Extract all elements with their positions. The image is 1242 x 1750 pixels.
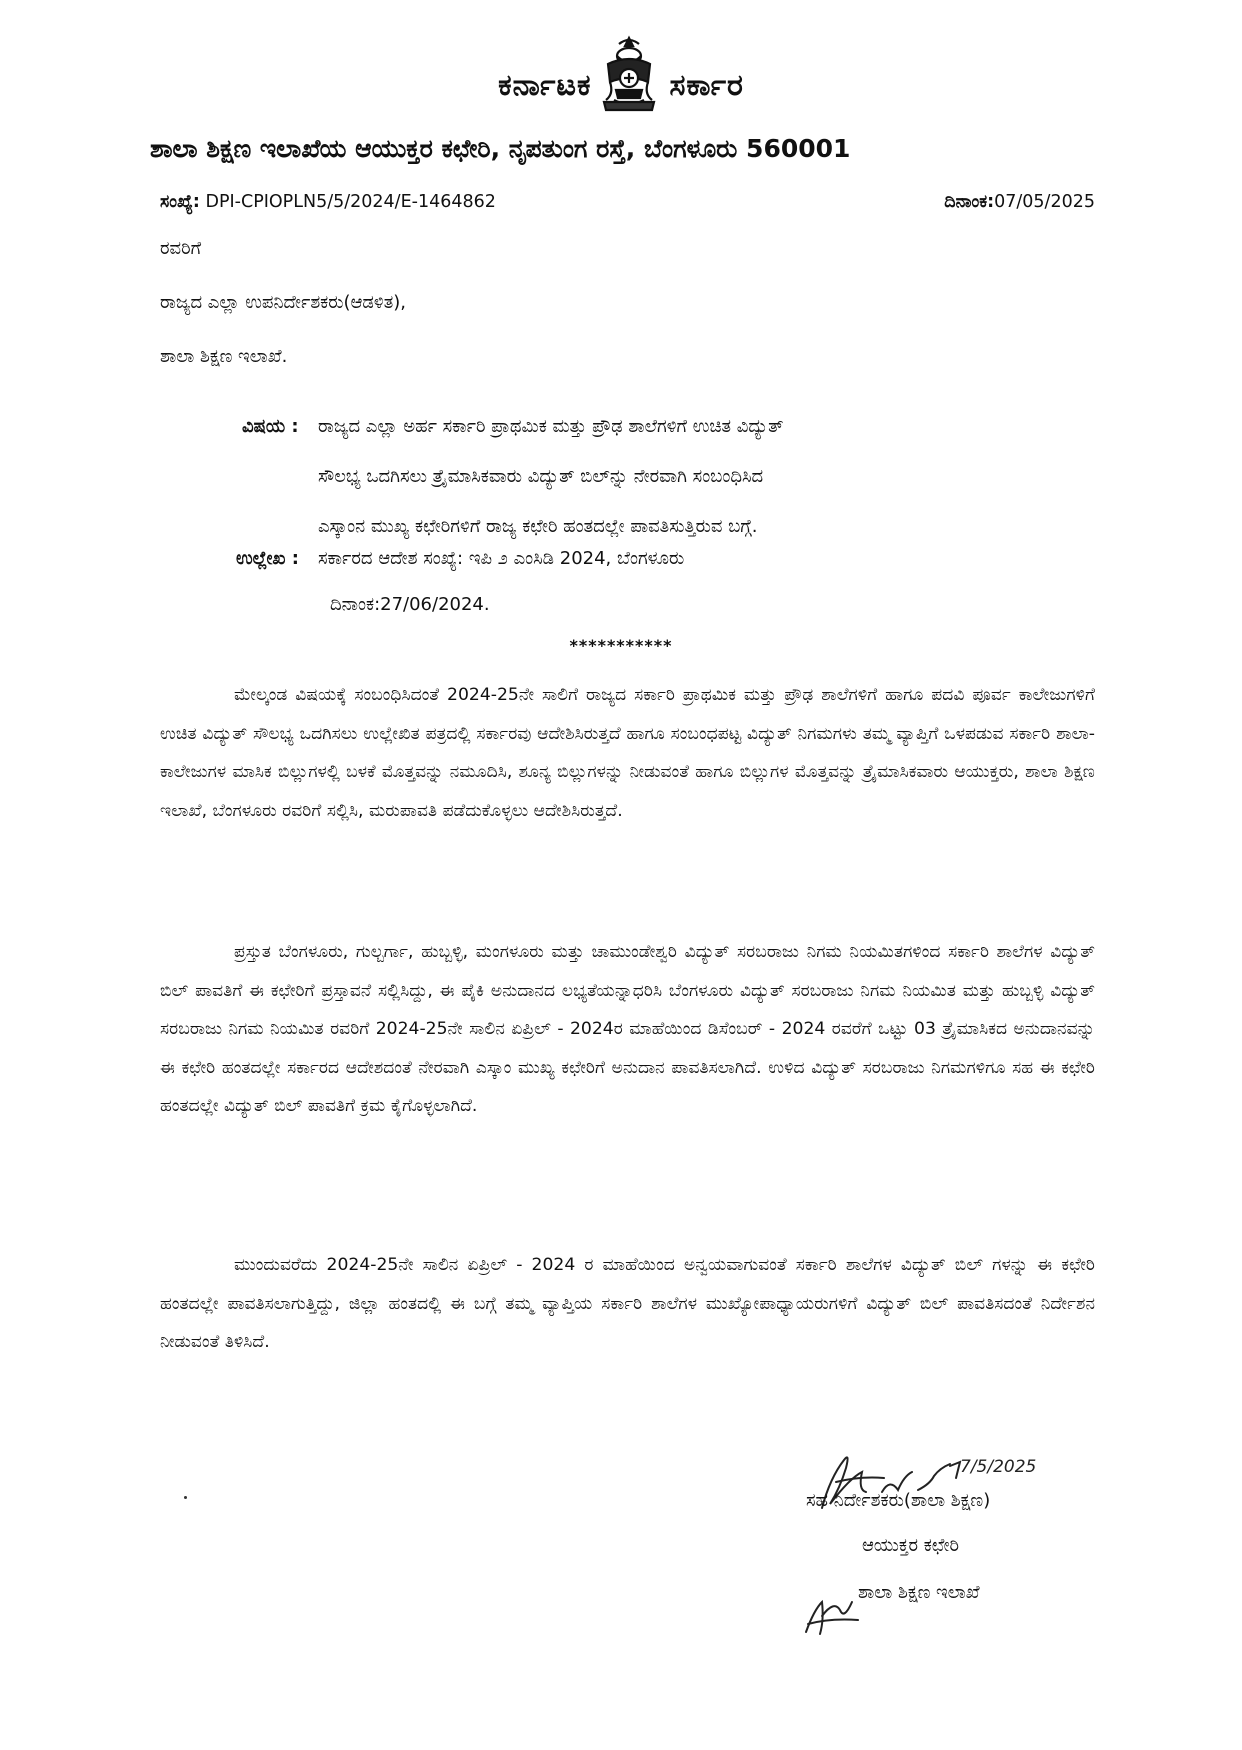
signature-date: 7/5/2025 (960, 1457, 1037, 1477)
separator: *********** (569, 636, 673, 655)
reference-number: ಸಂಖ್ಯೆ: DPI-CPIOPLN5/5/2024/E-1464862 (160, 192, 496, 212)
body-paragraph-3: ಮುಂದುವರೆದು 2024-25ನೇ ಸಾಲಿನ ಏಪ್ರಿಲ್ - 2024 ರ ಮಾಹೆಯಿಂದ ಅನ್ವಯವಾಗುವಂತೆ ಸರ್ಕಾರಿ ಶಾಲೆಗಳ ವಿದ್ಯುತ್ ಬಿಲ್ ಗಳನ್ನು ಈ ಕಛೇರಿ ಹಂತದಲ್ಲೇ ಪಾವತಿಸಲಾಗುತ್ತಿದ್ದು, ಜಿಲ್ಲಾ ಹಂತದಲ್ಲಿ ಈ ಬಗ್ಗೆ ತಮ್ಮ ವ್ಯಾಪ್ತಿಯ ಸರ್ಕಾರಿ ಶಾಲೆಗಳ ಮುಖ್ಯೋಪಾಧ್ಯಾಯರುಗಳಿಗೆ ವಿದ್ಯುತ್ ಬಿಲ್ ಪಾವತಿಸದಂತೆ ನಿರ್ದೇಶನ ನೀಡುವಂತೆ ತಿಳಿಸಿದೆ. (160, 1255, 1095, 1353)
reference-line-2: ದಿನಾಂಕ:27/06/2024. (330, 594, 490, 615)
body-paragraph-2: ಪ್ರಸ್ತುತ ಬೆಂಗಳೂರು, ಗುಲ್ಬರ್ಗಾ, ಹುಬ್ಬಳ್ಳಿ, ಮಂಗಳೂರು ಮತ್ತು ಚಾಮುಂಡೇಶ್ವರಿ ವಿದ್ಯುತ್ ಸರಬರಾಜು ನಿಗಮ ನಿಯಮಿತಗಳಿಂದ ಸರ್ಕಾರಿ ಶಾಲೆಗಳ ವಿದ್ಯುತ್ ಬಿಲ್ ಪಾವತಿಗೆ ಈ ಕಛೇರಿಗೆ ಪ್ರಸ್ತಾವನೆ ಸಲ್ಲಿಸಿದ್ದು, ಈ ಪೈಕಿ ಅನುದಾನದ ಲಭ್ಯತೆಯನ್ನಾಧರಿಸಿ ಬೆಂಗಳೂರು ವಿದ್ಯುತ್ ಸರಬರಾಜು ನಿಗಮ ನಿಯಮಿತ ಮತ್ತು ಹುಬ್ಬಳ್ಳಿ ವಿದ್ಯುತ್ ಸರಬರಾಜು ನಿಗಮ ನಿಯಮಿತ ರವರಿಗೆ 2024-25ನೇ ಸಾಲಿನ ಏಪ್ರಿಲ್ - 2024ರ ಮಾಹೆಯಿಂದ ಡಿಸೆಂಬರ್ - 2024 ರವರೆಗೆ ಒಟ್ಟು 03 ತ್ರೈಮಾಸಿಕದ ಅನುದಾನವನ್ನು ಈ ಕಛೇರಿ ಹಂತದಲ್ಲೇ ಸರ್ಕಾರದ ಆದೇಶದಂತೆ ನೇರವಾಗಿ ಎಸ್ಕಾಂ ಮುಖ್ಯ ಕಛೇರಿಗೆ ಅನುದಾನ ಪಾವತಿಸಲಾಗಿದೆ. ಉಳಿದ ವಿದ್ಯುತ್ ಸರಬರಾಜು ನಿಗಮಗಳಿಗೂ ಸಹ ಈ ಕಛೇರಿ ಹಂತದಲ್ಲೇ ವಿದ್ಯುತ್ ಬಿಲ್ ಪಾವತಿಗೆ ಕ್ರಮ ಕೈಗೊಳ್ಳಲಾಗಿದೆ. (160, 942, 1095, 1117)
gov-title-right: ಸರ್ಕಾರ (669, 68, 744, 103)
gov-title-left: ಕರ್ನಾಟಕ (498, 68, 592, 103)
stray-mark (184, 1496, 187, 1499)
government-title (0, 68, 1242, 103)
subject-line-1: ರಾಜ್ಯದ ಎಲ್ಲಾ ಅರ್ಹ ಸರ್ಕಾರಿ ಪ್ರಾಥಮಿಕ ಮತ್ತು ಪ್ರೌಢ ಶಾಲೆಗಳಿಗೆ ಉಚಿತ ವಿದ್ಯುತ್ (318, 416, 784, 437)
addressee-line-1: ರಾಜ್ಯದ ಎಲ್ಲಾ ಉಪನಿರ್ದೇಶಕರು(ಆಡಳಿತ), (160, 292, 406, 313)
subject-line-3: ಎಸ್ಕಾಂನ ಮುಖ್ಯ ಕಛೇರಿಗಳಿಗೆ ರಾಜ್ಯ ಕಛೇರಿ ಹಂತದಲ್ಲೇ ಪಾವತಿಸುತ್ತಿರುವ ಬಗ್ಗೆ. (318, 516, 758, 537)
signatory-office: ಆಯುಕ್ತರ ಕಛೇರಿ (862, 1535, 960, 1556)
handwritten-initials (800, 1580, 880, 1640)
signatory-title: ಸಹ ನಿರ್ದೇಶಕರು(ಶಾಲಾ ಶಿಕ್ಷಣ) (806, 1490, 991, 1511)
addressee-to: ರವರಿಗೆ (160, 238, 202, 259)
signatory-dept: ಶಾಲಾ ಶಿಕ್ಷಣ ಇಲಾಖೆ (858, 1582, 980, 1603)
body-paragraph-1: ಮೇಲ್ಕಂಡ ವಿಷಯಕ್ಕೆ ಸಂಬಂಧಿಸಿದಂತೆ 2024-25ನೇ ಸಾಲಿಗೆ ರಾಜ್ಯದ ಸರ್ಕಾರಿ ಪ್ರಾಥಮಿಕ ಮತ್ತು ಪ್ರೌಢ ಶಾಲೆಗಳಿಗೆ ಹಾಗೂ ಪದವಿ ಪೂರ್ವ ಕಾಲೇಜುಗಳಿಗೆ ಉಚಿತ ವಿದ್ಯುತ್ ಸೌಲಭ್ಯ ಒದಗಿಸಲು ಉಲ್ಲೇಖಿತ ಪತ್ರದಲ್ಲಿ ಸರ್ಕಾರವು ಆದೇಶಿಸಿರುತ್ತದೆ ಹಾಗೂ ಸಂಬಂಧಪಟ್ಟ ವಿದ್ಯುತ್ ನಿಗಮಗಳು ತಮ್ಮ ವ್ಯಾಪ್ತಿಗೆ ಒಳಪಡುವ ಸರ್ಕಾರಿ ಶಾಲಾ-ಕಾಲೇಜುಗಳ ಮಾಸಿಕ ಬಿಲ್ಲುಗಳಲ್ಲಿ ಬಳಕೆ ಮೊತ್ತವನ್ನು ನಮೂದಿಸಿ, ಶೂನ್ಯ ಬಿಲ್ಲುಗಳನ್ನು ನೀಡುವಂತೆ ಹಾಗೂ ಬಿಲ್ಲುಗಳ ಮೊತ್ತವನ್ನು ತ್ರೈಮಾಸಿಕವಾರು ಆಯುಕ್ತರು, ಶಾಲಾ ಶಿಕ್ಷಣ ಇಲಾಖೆ, ಬೆಂಗಳೂರು ರವರಿಗೆ ಸಲ್ಲಿಸಿ, ಮರುಪಾವತಿ ಪಡೆದುಕೊಳ್ಳಲು ಆದೇಶಿಸಿರುತ್ತದೆ. (160, 685, 1095, 821)
reference-label: ಉಲ್ಲೇಖ : (236, 548, 299, 569)
subject-label: ವಿಷಯ : (242, 416, 299, 437)
subject-line-2: ಸೌಲಭ್ಯ ಒದಗಿಸಲು ತ್ರೈಮಾಸಿಕವಾರು ವಿದ್ಯುತ್ ಬಿಲ್‌ನ್ನು ನೇರವಾಗಿ ಸಂಬಂಧಿಸಿದ (318, 466, 764, 487)
reference-line-1: ಸರ್ಕಾರದ ಆದೇಶ ಸಂಖ್ಯೆ: ಇಪಿ ೨ ಎಂಸಿಡಿ 2024, ಬೆಂಗಳೂರು (318, 548, 685, 569)
office-address: ಶಾಲಾ ಶಿಕ್ಷಣ ಇಲಾಖೆಯ ಆಯುಕ್ತರ ಕಛೇರಿ, ನೃಪತುಂಗ ರಸ್ತೆ, ಬೆಂಗಳೂರು 560001 (150, 134, 851, 163)
addressee-line-2: ಶಾಲಾ ಶಿಕ್ಷಣ ಇಲಾಖೆ. (160, 346, 288, 367)
letter-date: ದಿನಾಂಕ:07/05/2025 (944, 192, 1095, 212)
